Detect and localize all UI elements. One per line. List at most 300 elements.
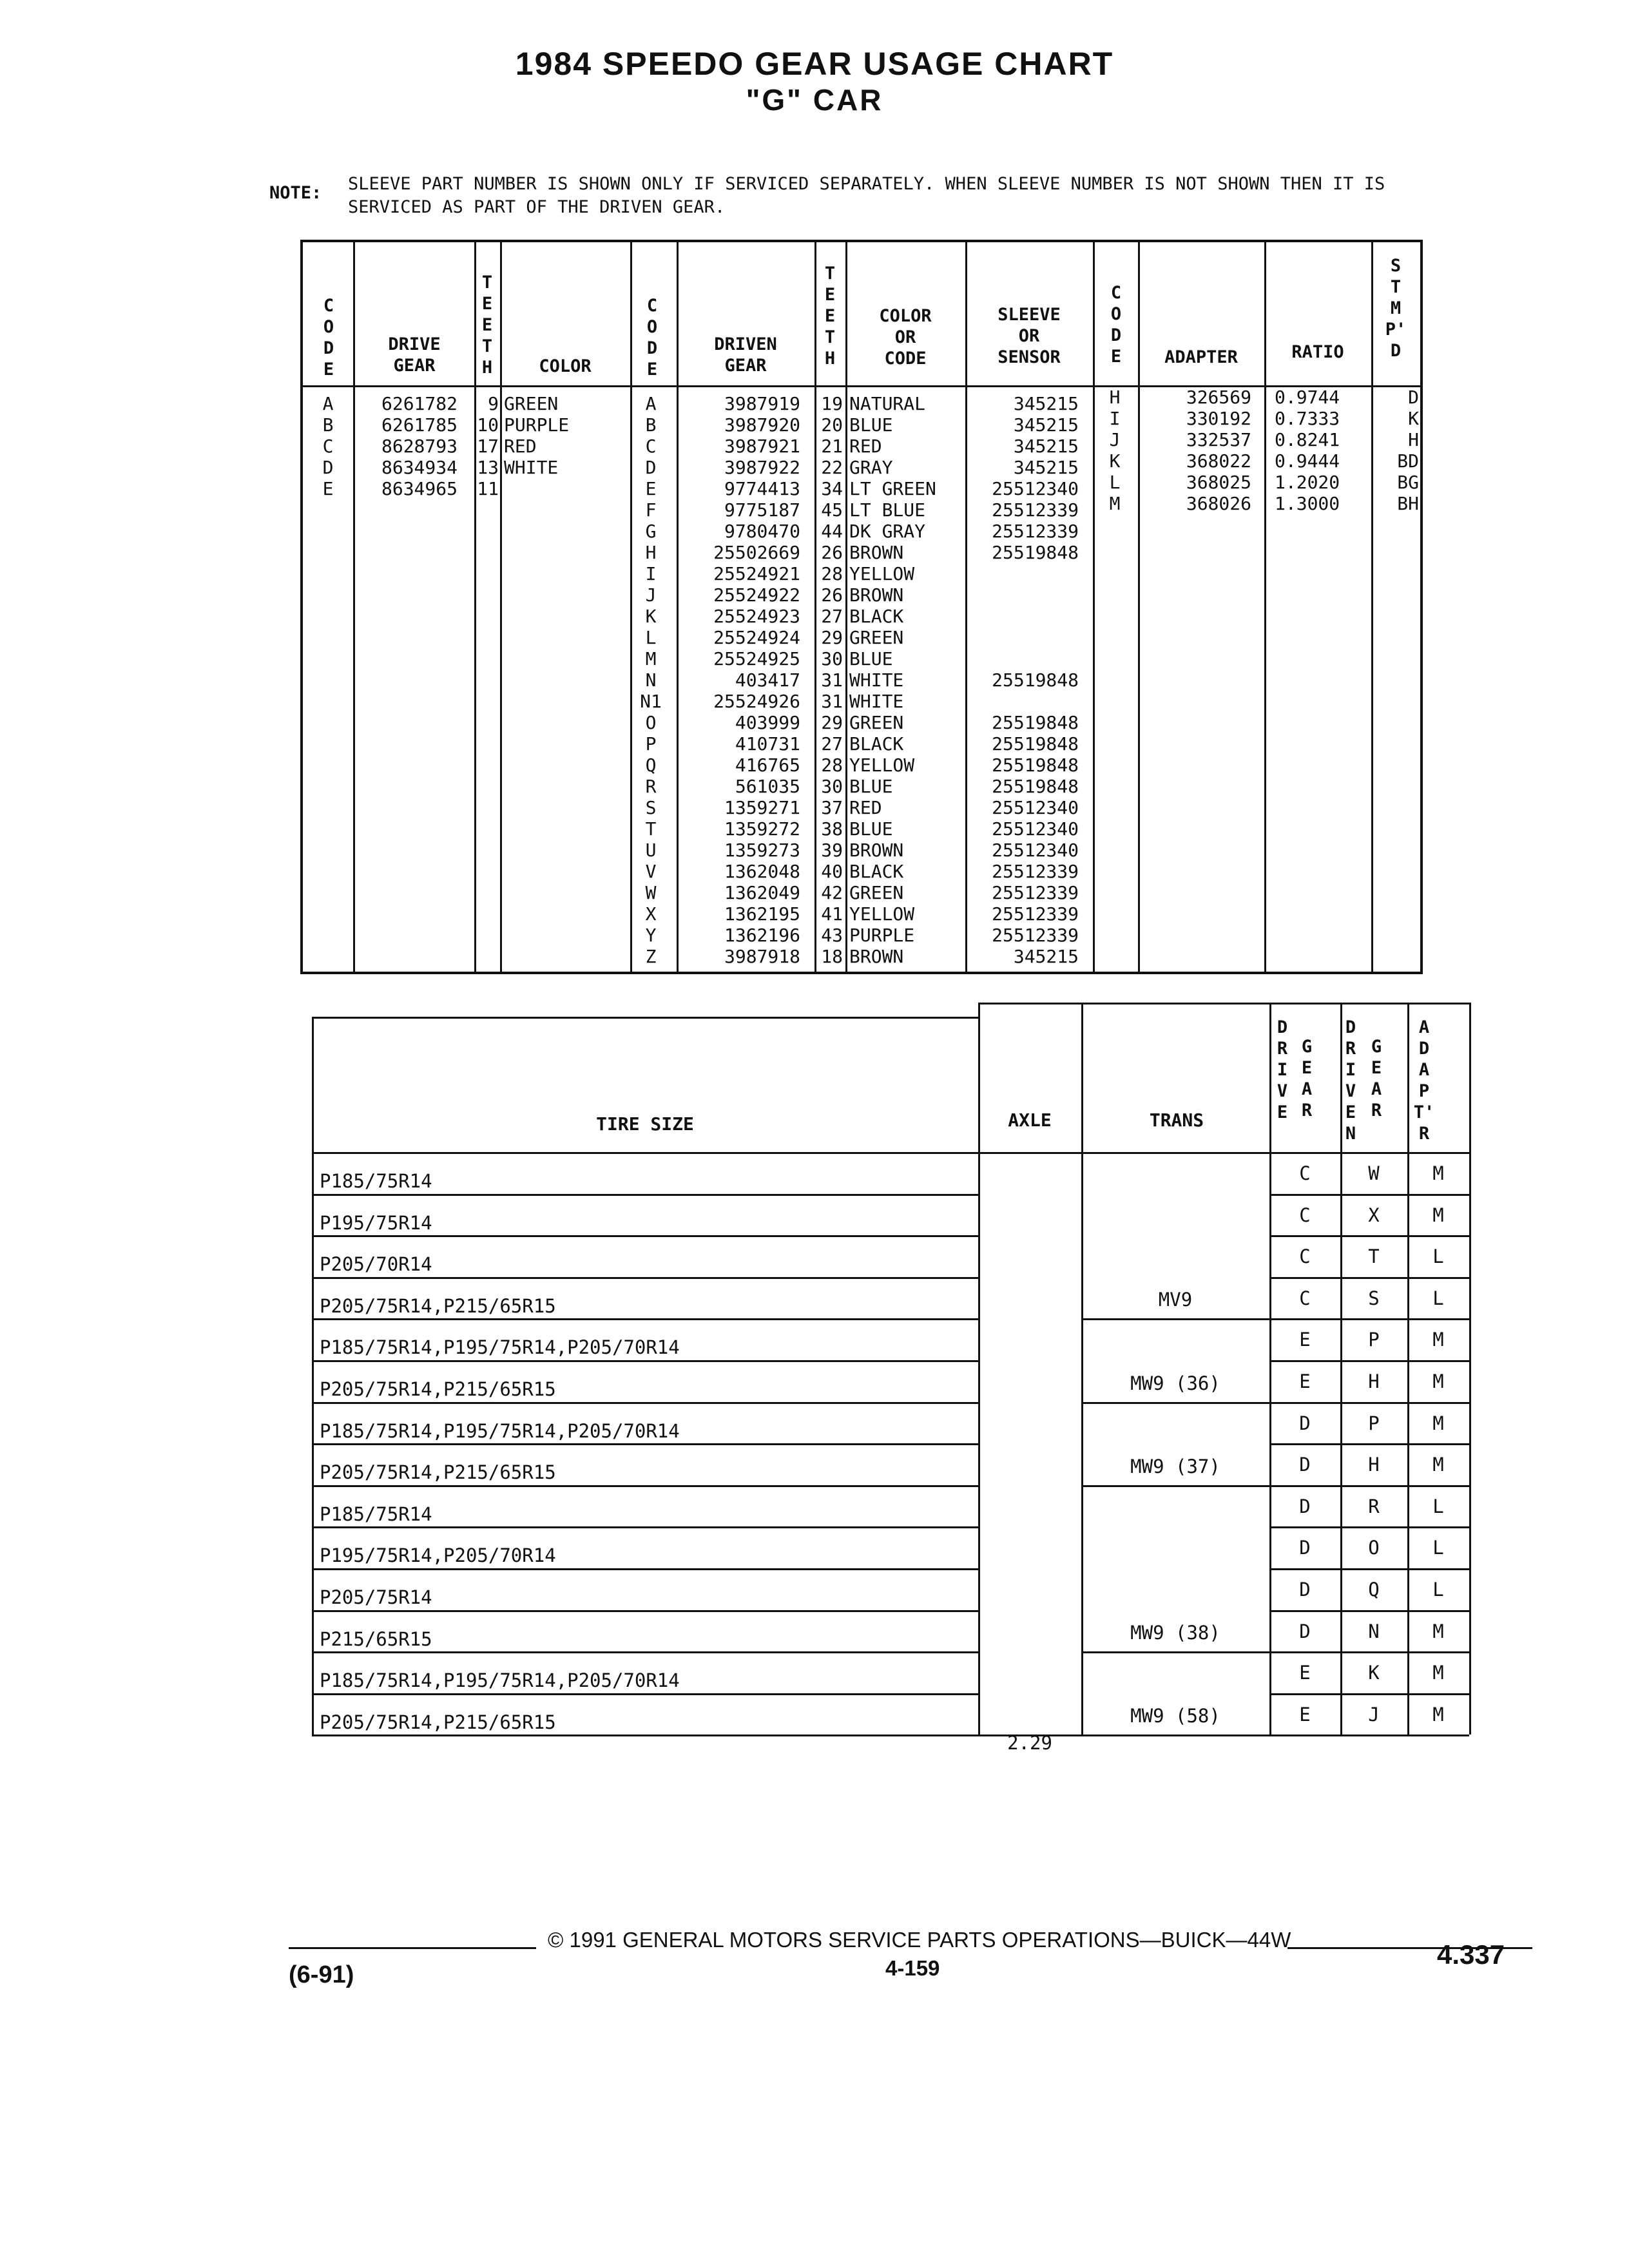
tire-size-cell: P215/65R15 [320, 1628, 432, 1650]
header-adapter-char: A [1418, 1017, 1430, 1037]
header-teeth [474, 272, 500, 378]
row-divider [1269, 1360, 1469, 1362]
trans-cell: MW9 (38) [1130, 1622, 1220, 1644]
sleeve-cell: 345215 [1013, 414, 1079, 436]
header-code-driven-char: O [646, 317, 658, 337]
drive-gear-cell: 6261785 [381, 414, 458, 436]
col-divider [500, 242, 502, 972]
sleeve-cell: 25512339 [992, 925, 1079, 946]
sleeve-cell: 25519848 [992, 542, 1079, 563]
driven-gear-cell: 1359272 [724, 818, 800, 840]
driven-teeth-cell: 44 [821, 521, 843, 542]
adapter-cell: M [1432, 1162, 1444, 1184]
header-color-or-code-l3: CODE [884, 349, 927, 369]
stamped-column [1373, 387, 1419, 514]
driven-code-cell: N1 [640, 691, 662, 712]
driven-code-cell: W [645, 882, 657, 903]
tire-size-cell: P185/75R14,P195/75R14,P205/70R14 [320, 1419, 680, 1442]
adapter-cell: M [1432, 1454, 1444, 1476]
adapter-cell: M [1432, 1204, 1444, 1226]
driven-gear-cell: Q [1368, 1579, 1380, 1600]
header-teeth-driven-char: H [824, 349, 836, 369]
drive-code-cell: A [322, 393, 334, 414]
header-adapter-char: T' [1413, 1102, 1435, 1122]
drive-code-cell: C [322, 436, 334, 457]
adapter-code-cell: J [1109, 429, 1121, 450]
driven-code-cell: S [645, 797, 657, 818]
driven-teeth-cell: 39 [821, 840, 843, 861]
header-stamped [1380, 255, 1411, 361]
driven-code-cell: T [645, 818, 657, 840]
stamped-cell: K [1408, 408, 1419, 429]
sleeve-cell: 25512340 [992, 478, 1079, 499]
header-adapter [1411, 1017, 1437, 1144]
driven-teeth-cell: 26 [821, 542, 843, 563]
driven-teeth-cell: 30 [821, 776, 843, 797]
header-driven-gear-b-char: A [1371, 1079, 1382, 1099]
driven-teeth-cell: 42 [821, 882, 843, 903]
driven-gear-cell: 1362195 [724, 903, 800, 925]
trans-cell: MW9 (37) [1130, 1455, 1220, 1477]
sleeve-cell: 25519848 [992, 733, 1079, 754]
driven-code-cell: Y [645, 925, 657, 946]
driven-gear-cell: 1359273 [724, 840, 800, 861]
driven-gear-cell: 561035 [735, 776, 800, 797]
sleeve-cell: 25512340 [992, 818, 1079, 840]
row-divider [1269, 1526, 1469, 1528]
header-teeth-driven-char: E [824, 285, 836, 305]
drive-color-cell [504, 478, 626, 499]
drive-gear-cell: 8634965 [381, 478, 458, 499]
driven-code-cell: N [645, 669, 657, 691]
header-color-or-code [845, 305, 965, 369]
header-driven-gear [677, 334, 815, 376]
row-divider [312, 1693, 978, 1695]
header-color-or-code-l2: OR [894, 327, 916, 347]
sleeve-cell: 25512340 [992, 797, 1079, 818]
row-divider [1269, 1277, 1469, 1279]
header-teeth-driven-char: T [824, 264, 836, 284]
header-sleeve [965, 304, 1093, 368]
drive-gear-cell: D [1299, 1412, 1311, 1434]
header-code-adapter-char: E [1110, 347, 1122, 367]
driven-teeth-cell: 29 [821, 627, 843, 648]
col-divider [1093, 242, 1095, 972]
header-driven-gear-b-char: G [1371, 1037, 1382, 1057]
driven-code-cell: B [645, 414, 657, 436]
header-code-char: E [323, 360, 334, 380]
driven-color-cell: BLUE [849, 818, 893, 840]
trans-cell: MW9 (36) [1130, 1372, 1220, 1394]
driven-gear-cell: R [1368, 1495, 1380, 1517]
header-teeth-driven [816, 263, 844, 369]
header-driven-gear-b [1364, 1036, 1389, 1121]
sleeve-cell: 25519848 [992, 669, 1079, 691]
header-tire-size: TIRE SIZE [596, 1113, 694, 1135]
driven-color-cell: RED [849, 797, 882, 818]
driven-teeth-cell: 18 [821, 946, 843, 967]
driven-code-cell: V [645, 861, 657, 882]
driven-color-cell: LT GREEN [849, 478, 936, 499]
row-divider [1269, 1235, 1469, 1237]
header-adapter-char: R [1418, 1124, 1430, 1144]
header-teeth-char: E [481, 294, 493, 314]
sleeve-cell [965, 691, 1079, 712]
tire-size-cell: P205/70R14 [320, 1253, 432, 1276]
row-divider [312, 1443, 978, 1445]
driven-gear-cell: X [1368, 1204, 1380, 1226]
adapter-cell: M [1432, 1370, 1444, 1392]
page-subtitle: "G" CAR [746, 83, 883, 117]
driven-color-cell: BLUE [849, 648, 893, 669]
sleeve-cell [965, 627, 1079, 648]
driven-teeth-cell: 41 [821, 903, 843, 925]
row-divider [1269, 1485, 1469, 1487]
header-drive-gear-l2: GEAR [393, 356, 436, 376]
header-sleeve-l1: SLEEVE [998, 305, 1061, 325]
title-block [0, 45, 1629, 117]
header-driven-gear-l2: GEAR [724, 356, 767, 376]
header-adapter-char: D [1418, 1039, 1430, 1059]
driven-code-cell: F [645, 499, 657, 521]
adapter-cell: 368025 [1186, 472, 1251, 493]
header-drive-gear-char: D [1277, 1017, 1288, 1037]
driven-color-cell: RED [849, 436, 882, 457]
col-divider [1371, 242, 1373, 972]
drive-gear-cell: D [1299, 1620, 1311, 1642]
adapter-code-cell: K [1109, 450, 1121, 472]
ratio-cell: 1.3000 [1275, 493, 1340, 514]
sleeve-cell: 25512339 [992, 861, 1079, 882]
driven-code-cell: I [645, 563, 657, 584]
header-drive-gear [354, 334, 474, 376]
row-divider [978, 1003, 1469, 1004]
driven-gear-cell: 25524921 [713, 563, 800, 584]
drive-teeth-cell: 11 [477, 478, 499, 499]
note-label: NOTE: [269, 183, 322, 203]
row-divider [1269, 1610, 1469, 1612]
header-driven-gear-char: R [1345, 1039, 1356, 1059]
header-code-driven-char: D [646, 338, 658, 358]
header-drive-gear-char: R [1277, 1039, 1288, 1059]
driven-code-cell: X [645, 903, 657, 925]
driven-code-column [631, 393, 670, 967]
drive-color-column [504, 393, 626, 499]
row-divider [312, 1318, 978, 1320]
header-divider [303, 385, 1420, 387]
header-drive-gear-b-char: G [1301, 1037, 1313, 1057]
driven-gear-cell: 25502669 [713, 542, 800, 563]
stamped-cell: BG [1397, 472, 1419, 493]
drive-teeth-cell: 10 [477, 414, 499, 436]
driven-code-cell: O [645, 712, 657, 733]
header-code-adapter-char: O [1110, 304, 1122, 324]
header-code [314, 295, 343, 380]
header-teeth-driven-char: E [824, 306, 836, 326]
driven-teeth-cell: 40 [821, 861, 843, 882]
driven-code-cell: A [645, 393, 657, 414]
driven-teeth-cell: 27 [821, 733, 843, 754]
footer-section-number: 4.337 [1437, 1939, 1505, 1970]
driven-color-cell: PURPLE [849, 925, 915, 946]
header-color-or-code-l1: COLOR [879, 306, 932, 326]
header-axle: AXLE [1008, 1110, 1052, 1131]
driven-color-cell: YELLOW [849, 754, 915, 776]
ratio-cell: 1.2020 [1275, 472, 1340, 493]
adapter-code-cell: H [1109, 387, 1121, 408]
driven-gear-cell: 25524923 [713, 606, 800, 627]
header-stamped-char: M [1390, 298, 1402, 318]
sleeve-cell: 25512339 [992, 903, 1079, 925]
drive-gear-cell: E [1299, 1662, 1311, 1684]
drive-code-cell: D [322, 457, 334, 478]
sleeve-cell [965, 563, 1079, 584]
driven-gear-cell: 3987922 [724, 457, 800, 478]
driven-code-cell: D [645, 457, 657, 478]
driven-gear-column [678, 393, 800, 967]
driven-color-cell: WHITE [849, 691, 904, 712]
adapter-code-cell: L [1109, 472, 1121, 493]
driven-teeth-cell: 29 [821, 712, 843, 733]
stamped-cell: H [1408, 429, 1419, 450]
drive-gear-cell: D [1299, 1454, 1311, 1476]
stamped-cell: BD [1397, 450, 1419, 472]
adapter-cell: 368022 [1186, 450, 1251, 472]
row-divider [312, 1152, 1469, 1154]
axle-value: 2.29 [1007, 1732, 1052, 1754]
driven-gear-cell: 25524924 [713, 627, 800, 648]
row-divider [312, 1277, 978, 1279]
driven-color-cell: BLACK [849, 606, 904, 627]
row-divider [1269, 1194, 1469, 1196]
driven-gear-cell: 9780470 [724, 521, 800, 542]
drive-code-cell: E [322, 478, 334, 499]
drive-gear-cell: 8628793 [381, 436, 458, 457]
header-code-char: O [323, 317, 334, 337]
header-code-driven-char: E [646, 360, 658, 380]
adapter-cell: 332537 [1186, 429, 1251, 450]
header-driven-gear-b-char: R [1371, 1100, 1382, 1120]
header-driven-gear-char: D [1345, 1017, 1356, 1037]
header-drive-gear-char: V [1277, 1081, 1288, 1101]
driven-teeth-cell: 31 [821, 669, 843, 691]
driven-teeth-cell: 38 [821, 818, 843, 840]
adapter-code-cell: M [1109, 493, 1121, 514]
adapter-cell: M [1432, 1329, 1444, 1351]
header-sleeve-l3: SENSOR [998, 347, 1061, 367]
header-driven-gear [1338, 1017, 1364, 1144]
trans-cell: MW9 (58) [1130, 1705, 1220, 1727]
driven-teeth-cell: 30 [821, 648, 843, 669]
header-stamped-char: T [1390, 277, 1402, 297]
driven-code-cell: H [645, 542, 657, 563]
row-divider [312, 1360, 978, 1362]
header-drive-gear-l1: DRIVE [388, 334, 441, 354]
drive-color-cell: PURPLE [504, 414, 570, 436]
footer-copyright: © 1991 GENERAL MOTORS SERVICE PARTS OPERATIONS—BUICK—44W [548, 1928, 1291, 1952]
drive-color-cell: GREEN [504, 393, 559, 414]
sleeve-cell: 25519848 [992, 712, 1079, 733]
drive-gear-cell: C [1299, 1162, 1311, 1184]
tire-size-cell: P195/75R14 [320, 1211, 432, 1234]
driven-gear-cell: 3987920 [724, 414, 800, 436]
sleeve-cell: 345215 [1013, 436, 1079, 457]
driven-teeth-cell: 37 [821, 797, 843, 818]
header-color: COLOR [539, 356, 592, 376]
page-title: 1984 SPEEDO GEAR USAGE CHART [515, 46, 1114, 82]
drive-gear-cell: C [1299, 1204, 1311, 1226]
driven-gear-cell: W [1368, 1162, 1380, 1184]
header-code-driven [638, 295, 666, 380]
header-driven-gear-char: E [1345, 1102, 1356, 1122]
header-ratio: RATIO [1291, 342, 1344, 362]
drive-gear-cell: E [1299, 1370, 1311, 1392]
header-driven-gear-char: N [1345, 1124, 1356, 1144]
tire-size-cell: P205/75R14,P215/65R15 [320, 1461, 556, 1484]
driven-teeth-cell: 45 [821, 499, 843, 521]
header-drive-gear-b-char: R [1301, 1100, 1313, 1120]
tire-size-cell: P205/75R14,P215/65R15 [320, 1378, 556, 1400]
driven-gear-cell: H [1368, 1454, 1380, 1476]
driven-code-cell: Z [645, 946, 657, 967]
driven-gear-cell: 1362196 [724, 925, 800, 946]
footer-page-number: 4-159 [885, 1956, 940, 1980]
sleeve-cell: 25512340 [992, 840, 1079, 861]
tire-size-cell: P185/75R14 [320, 1170, 432, 1192]
drive-gear-cell: C [1299, 1287, 1311, 1309]
driven-gear-cell: 1359271 [724, 797, 800, 818]
tire-size-table [312, 1003, 1469, 1762]
row-divider [1269, 1402, 1469, 1404]
tire-size-cell: P185/75R14,P195/75R14,P205/70R14 [320, 1669, 680, 1692]
row-divider [1269, 1443, 1469, 1445]
trans-cell: MV9 [1158, 1289, 1193, 1311]
driven-gear-cell: 9775187 [724, 499, 800, 521]
drive-color-cell: RED [504, 436, 537, 457]
row-divider [312, 1485, 978, 1487]
tire-size-cell: P185/75R14,P195/75R14,P205/70R14 [320, 1336, 680, 1359]
driven-teeth-cell: 26 [821, 584, 843, 606]
tire-size-cell: P185/75R14 [320, 1503, 432, 1525]
driven-gear-cell: 1362048 [724, 861, 800, 882]
driven-gear-cell: K [1368, 1662, 1380, 1684]
drive-gear-cell: E [1299, 1703, 1311, 1725]
driven-teeth-cell: 19 [821, 393, 843, 414]
header-stamped-char: D [1390, 341, 1402, 361]
driven-gear-cell: 1362049 [724, 882, 800, 903]
drive-gear-cell: 6261782 [381, 393, 458, 414]
driven-color-cell: YELLOW [849, 563, 915, 584]
sleeve-cell: 345215 [1013, 393, 1079, 414]
driven-color-cell: BROWN [849, 584, 904, 606]
adapter-cell: L [1432, 1537, 1444, 1559]
header-drive-gear [1269, 1017, 1295, 1123]
header-teeth-char: E [481, 315, 493, 335]
driven-gear-cell: 403999 [735, 712, 800, 733]
row-divider [1081, 1651, 1269, 1653]
sleeve-cell: 25519848 [992, 776, 1079, 797]
sleeve-cell: 345215 [1013, 457, 1079, 478]
driven-code-cell: M [645, 648, 657, 669]
adapter-code-column [1097, 387, 1133, 514]
ratio-cell: 0.7333 [1275, 408, 1340, 429]
row-divider [312, 1735, 1469, 1736]
sleeve-cell: 25512339 [992, 499, 1079, 521]
adapter-cell: 368026 [1186, 493, 1251, 514]
driven-color-cell: GREEN [849, 712, 904, 733]
header-code-driven-char: C [646, 296, 658, 316]
driven-color-cell: BLUE [849, 414, 893, 436]
header-code-char: D [323, 338, 334, 358]
sleeve-cell: 25512339 [992, 882, 1079, 903]
adapter-cell: M [1432, 1703, 1444, 1725]
header-driven-gear-char: I [1345, 1060, 1356, 1080]
driven-gear-cell: 25524925 [713, 648, 800, 669]
adapter-cell: 326569 [1186, 387, 1251, 408]
footer-revision: (6-91) [289, 1961, 354, 1988]
row-divider [312, 1402, 978, 1404]
adapter-cell: M [1432, 1620, 1444, 1642]
driven-color-cell: BROWN [849, 840, 904, 861]
driven-color-cell: BROWN [849, 946, 904, 967]
driven-teeth-cell: 28 [821, 754, 843, 776]
driven-color-cell: BLUE [849, 776, 893, 797]
header-adapter: ADAPTER [1164, 347, 1238, 367]
drive-gear-cell: E [1299, 1329, 1311, 1351]
row-divider [312, 1235, 978, 1237]
drive-teeth-cell: 13 [477, 457, 499, 478]
header-drive-gear-b [1294, 1036, 1320, 1121]
row-divider [1269, 1568, 1469, 1570]
driven-code-cell: C [645, 436, 657, 457]
adapter-cell: L [1432, 1579, 1444, 1600]
driven-teeth-cell: 20 [821, 414, 843, 436]
tire-size-cell: P205/75R14,P215/65R15 [320, 1294, 556, 1317]
row-divider [1269, 1693, 1469, 1695]
adapter-column [1138, 387, 1251, 514]
driven-teeth-cell: 43 [821, 925, 843, 946]
row-divider [1269, 1651, 1469, 1653]
driven-gear-cell: 403417 [735, 669, 800, 691]
driven-teeth-cell: 28 [821, 563, 843, 584]
driven-color-cell: DK GRAY [849, 521, 926, 542]
header-code-adapter-char: D [1110, 325, 1122, 345]
header-drive-gear-b-char: A [1301, 1079, 1313, 1099]
driven-code-cell: Q [645, 754, 657, 776]
header-drive-gear-b-char: E [1301, 1058, 1313, 1078]
sleeve-cell [965, 606, 1079, 627]
drive-gear-cell: D [1299, 1537, 1311, 1559]
footer-rule-left [289, 1947, 536, 1949]
tire-size-cell: P195/75R14,P205/70R14 [320, 1544, 556, 1567]
driven-color-cell: BROWN [849, 542, 904, 563]
header-drive-gear-char: I [1277, 1060, 1288, 1080]
row-divider [1081, 1318, 1269, 1320]
gear-usage-table [300, 240, 1423, 974]
drive-code-column [312, 393, 344, 499]
drive-gear-cell: 8634934 [381, 457, 458, 478]
note-line-1: SLEEVE PART NUMBER IS SHOWN ONLY IF SERVICED SEPARATELY. WHEN SLEEVE NUMBER IS NOT SHOWN THEN IT IS [348, 174, 1385, 194]
driven-gear-cell: 25524926 [713, 691, 800, 712]
header-stamped-char: S [1390, 256, 1402, 276]
driven-teeth-cell: 34 [821, 478, 843, 499]
drive-gear-cell: D [1299, 1579, 1311, 1600]
driven-color-cell: WHITE [849, 669, 904, 691]
ratio-cell: 0.9444 [1275, 450, 1340, 472]
sleeve-cell: 25519848 [992, 754, 1079, 776]
header-teeth-char: T [481, 273, 493, 293]
header-teeth-char: T [481, 336, 493, 356]
